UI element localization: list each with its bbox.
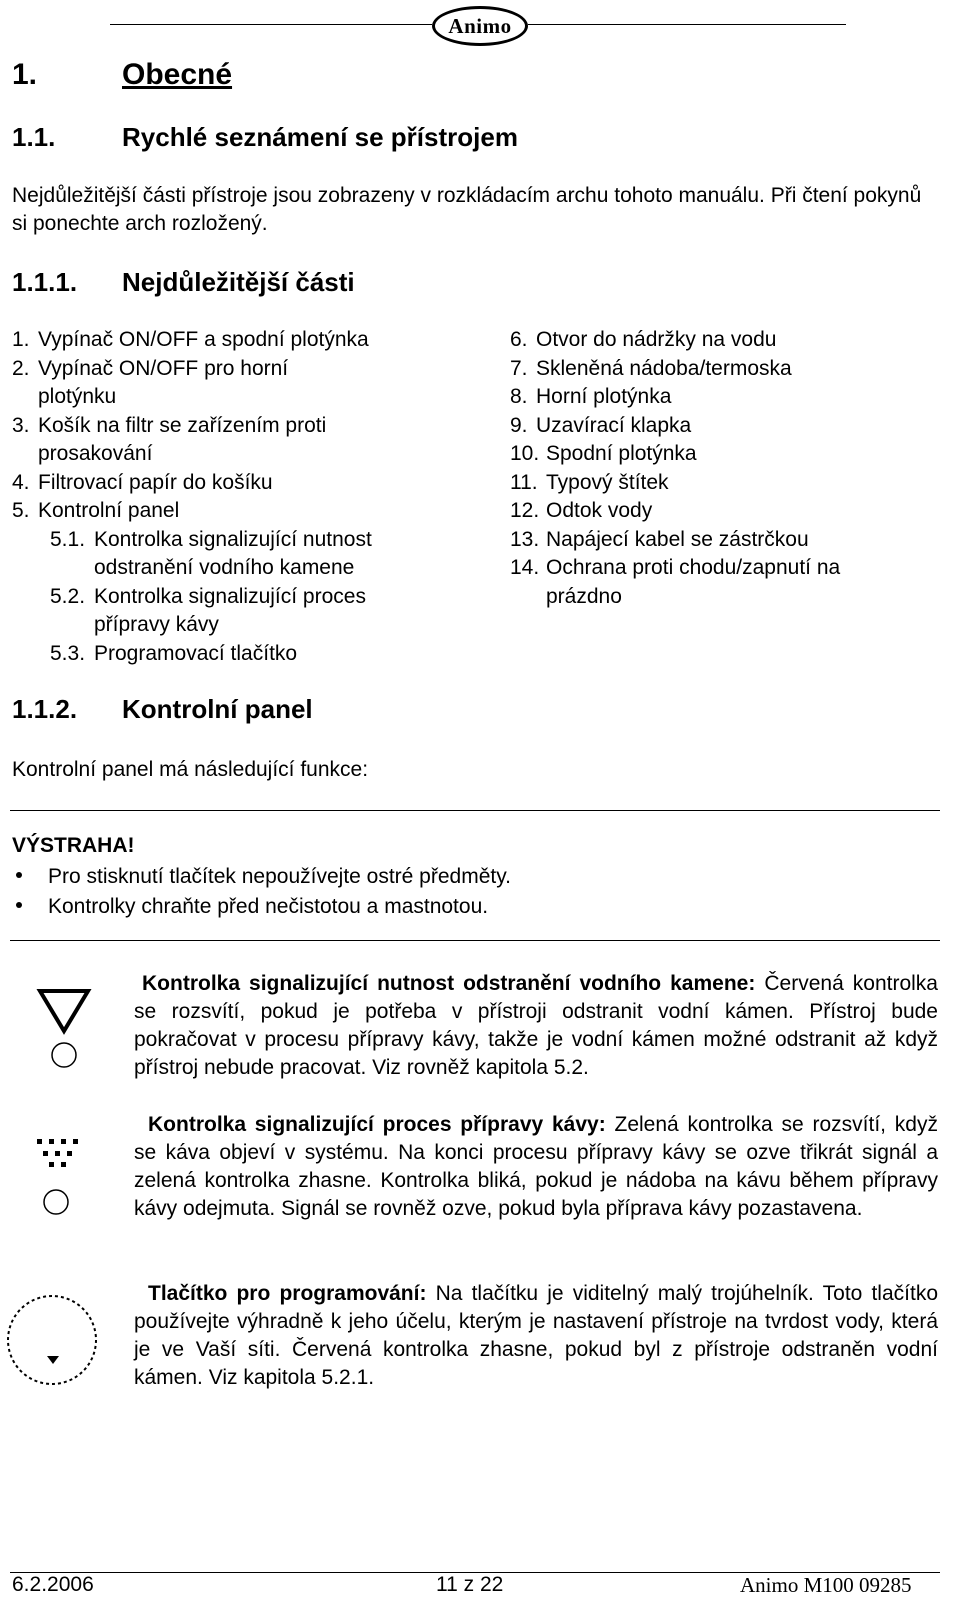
list-item: 2. Vypínač ON/OFF pro horní plotýnku	[12, 356, 289, 408]
brewing-indicator-icon	[34, 1136, 94, 1226]
section-1-1-1-title: Nejdůležitější části	[122, 267, 355, 297]
section-1-1-2-title: Kontrolní panel	[122, 694, 313, 724]
list-item: 6. Otvor do nádržky na vodu	[510, 328, 777, 351]
warning-item: Kontrolky chraňte před nečistotou a mastnotou.	[12, 893, 488, 921]
list-item: 11. Typový štítek	[510, 470, 669, 494]
list-item: 4. Filtrovací papír do košíku	[12, 470, 273, 494]
warning-bottom-rule	[10, 940, 940, 941]
section-1-1-heading	[12, 122, 912, 153]
list-item: 9. Uzavírací klapka	[510, 413, 692, 437]
section-1-1-1-number: 1.1.1.	[12, 267, 78, 297]
list-item: 1. Vypínač ON/OFF a spodní plotýnka	[12, 328, 369, 351]
list-item: 5.1. Kontrolka signalizující nutnost odstranění vodního kamene	[50, 527, 372, 579]
programming-button-icon	[2, 1290, 102, 1390]
list-item: 5.3. Programovací tlačítko	[50, 641, 298, 665]
list-item: 10. Spodní plotýnka	[510, 442, 697, 465]
list-item: 8. Horní plotýnka	[510, 385, 672, 408]
descale-indicator-icon	[34, 985, 94, 1075]
header-rule-left	[110, 24, 432, 25]
parts-list-left	[12, 326, 452, 668]
list-item: 7. Skleněná nádoba/termoska	[510, 356, 792, 380]
header-rule-right	[528, 24, 846, 25]
panel-intro: Kontrolní panel má následující funkce:	[12, 758, 369, 781]
section-1-1-1-heading	[12, 267, 612, 298]
logo-text: Animo	[448, 13, 512, 38]
list-item: 3. Košík na filtr se zařízením proti prosakování	[12, 413, 327, 465]
parts-list-right	[510, 326, 950, 611]
warning-top-rule	[10, 810, 940, 811]
descale-description: Kontrolka signalizující nutnost odstranění vodního kamene: Červená kontrolka se rozsvítí, pokud je potřeba v přístroji odstranit vodní kámen. Přístroj bude pokračovat v procesu přípravy kávy, takže je vodní kámen možné odstranit až když přístroj nebude pracovat. Viz rovněž kapitola 5.2.	[134, 972, 938, 1079]
section-1-1-title: Rychlé seznámení se přístrojem	[122, 122, 518, 152]
footer-date: 6.2.2006	[12, 1573, 94, 1596]
bullet-icon	[16, 902, 22, 908]
list-item: 5. Kontrolní panel	[12, 499, 180, 522]
programming-description: Tlačítko pro programování: Na tlačítku je viditelný malý trojúhelník. Toto tlačítko používejte výhradně k jeho účelu, kterým je nastavení přístroje na tvrdost vody, která je ve Vaší síti. Červená kontrolka zhasne, pokud byl z přístroje odstraněn vodní kámen. Viz kapitola 5.2.1.	[134, 1282, 938, 1389]
bullet-icon	[16, 872, 22, 878]
brewing-description: Kontrolka signalizující proces přípravy kávy: Zelená kontrolka se rozsvítí, když se káva objeví v systému. Na konci procesu přípravy kávy se ozve třikrát signál a zelená kontrolka zhasne. Kontrolka bliká, pokud je nádoba na kávu během přípravy kávy odejmuta. Signál se rovněž ozve, pokud byla příprava kávy pozastavena.	[134, 1113, 938, 1220]
section-1-title: Obecné	[122, 58, 233, 91]
list-item: 12. Odtok vody	[510, 499, 653, 522]
intro-paragraph: Nejdůležitější části přístroje jsou zobrazeny v rozkládacím archu tohoto manuálu. Při čtení pokynů si ponechte arch rozložený.	[12, 184, 922, 235]
footer-model: Animo M100 09285	[740, 1573, 912, 1597]
section-1-1-number: 1.1.	[12, 122, 56, 152]
section-1-heading	[12, 58, 233, 92]
warning-item: Pro stisknutí tlačítek nepoužívejte ostré předměty.	[12, 863, 511, 891]
animo-logo	[432, 6, 528, 46]
section-1-1-2-number: 1.1.2.	[12, 694, 78, 724]
section-1-number: 1.	[12, 58, 38, 91]
section-1-1-2-heading	[12, 694, 612, 725]
list-item: 13. Napájecí kabel se zástrčkou	[510, 527, 809, 551]
list-item: 14. Ochrana proti chodu/zapnutí na prázdno	[510, 556, 841, 608]
warning-title: VÝSTRAHA!	[12, 834, 135, 857]
list-item: 5.2. Kontrolka signalizující proces přípravy kávy	[50, 584, 366, 636]
footer-page-number: 11 z 22	[436, 1573, 504, 1596]
